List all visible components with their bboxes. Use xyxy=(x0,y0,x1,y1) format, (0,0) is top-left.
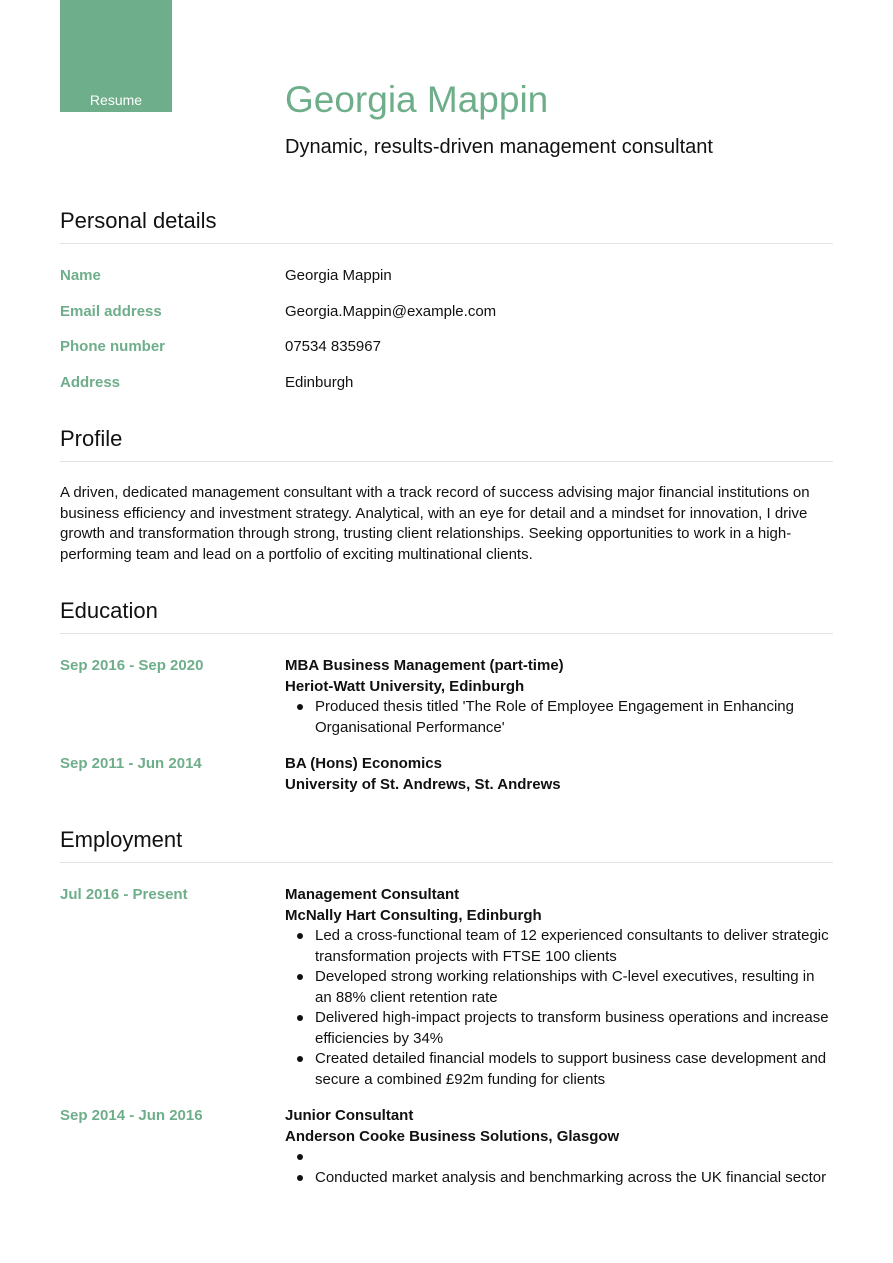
list-item xyxy=(285,697,833,738)
resume-badge-label: Resume xyxy=(89,92,143,108)
section-title-profile: Profile xyxy=(60,426,833,462)
bullet-icon xyxy=(297,1056,303,1062)
education-institution: Heriot-Watt University, Edinburgh xyxy=(285,677,525,695)
list-item xyxy=(285,1147,833,1168)
employment-dates: Sep 2014 - Jun 2016 xyxy=(60,1107,203,1124)
section-title-education: Education xyxy=(60,598,833,634)
education-details xyxy=(285,656,833,738)
employment-details xyxy=(285,1106,833,1188)
bullet-icon xyxy=(297,1175,303,1181)
employment-details xyxy=(285,885,833,1090)
education-degree: MBA Business Management (part-time) xyxy=(285,657,564,674)
bullet-text: Conducted market analysis and benchmarking across the UK financial sector xyxy=(315,1168,827,1186)
bullet-text: Created detailed financial models to support business case development and secure a combined £92m funding for clients xyxy=(315,1050,827,1088)
list-item xyxy=(285,1049,833,1090)
detail-value: Edinburgh xyxy=(285,374,354,391)
list-item xyxy=(285,926,833,967)
education-details xyxy=(285,754,833,795)
employment-dates: Jul 2016 - Present xyxy=(60,886,188,903)
bullet-text: Led a cross-functional team of 12 experienced consultants to deliver strategic transformation projects with FTSE 100 clients xyxy=(315,927,829,965)
section-title-personal-details: Personal details xyxy=(60,208,833,244)
employment-role: Junior Consultant xyxy=(285,1107,414,1124)
detail-value: Georgia.Mappin@example.com xyxy=(285,303,497,320)
list-item xyxy=(285,1008,833,1049)
bullet-text: Delivered high-impact projects to transform business operations and increase efficiencies by 34% xyxy=(315,1009,829,1047)
list-item xyxy=(285,1168,833,1189)
profile-summary: A driven, dedicated management consultant with a track record of success advising major financial institutions on business efficiency and investment strategy. Analytical, with an eye for detail and a mindset for innovation, I drive growth and transformation through strong, trusting client relationships. Seeking opportunities to work in a high-performing team and lead on a portfolio of exciting multinational clients. xyxy=(60,484,810,563)
detail-label: Name xyxy=(60,267,101,284)
bullet-text: Developed strong working relationships with C-level executives, resulting in an 88% client retention rate xyxy=(315,968,815,1006)
candidate-name: Georgia Mappin xyxy=(285,79,549,120)
bullet-icon xyxy=(297,704,303,710)
employment-company: Anderson Cooke Business Solutions, Glasgow xyxy=(285,1127,620,1145)
education-institution: University of St. Andrews, St. Andrews xyxy=(285,775,561,793)
education-bullet-list xyxy=(285,697,833,738)
bullet-icon xyxy=(297,974,303,980)
bullet-icon xyxy=(297,1154,303,1160)
detail-value: Georgia Mappin xyxy=(285,267,392,284)
employment-company: McNally Hart Consulting, Edinburgh xyxy=(285,906,542,924)
resume-badge xyxy=(60,0,172,112)
bullet-icon xyxy=(297,933,303,939)
detail-label: Address xyxy=(60,374,121,391)
employment-bullet-list xyxy=(285,1147,833,1188)
section-title-employment: Employment xyxy=(60,827,833,863)
education-dates: Sep 2011 - Jun 2014 xyxy=(60,755,202,772)
bullet-text: Produced thesis titled 'The Role of Employee Engagement in Enhancing Organisational Performance' xyxy=(315,698,794,736)
candidate-tagline: Dynamic, results-driven management consultant xyxy=(285,136,713,158)
list-item xyxy=(285,967,833,1008)
education-dates: Sep 2016 - Sep 2020 xyxy=(60,657,204,674)
education-degree: BA (Hons) Economics xyxy=(285,755,442,772)
detail-label: Email address xyxy=(60,303,162,320)
detail-value: 07534 835967 xyxy=(285,338,381,355)
employment-bullet-list xyxy=(285,926,833,1090)
detail-label: Phone number xyxy=(60,338,166,355)
employment-role: Management Consultant xyxy=(285,886,460,903)
bullet-icon xyxy=(297,1015,303,1021)
